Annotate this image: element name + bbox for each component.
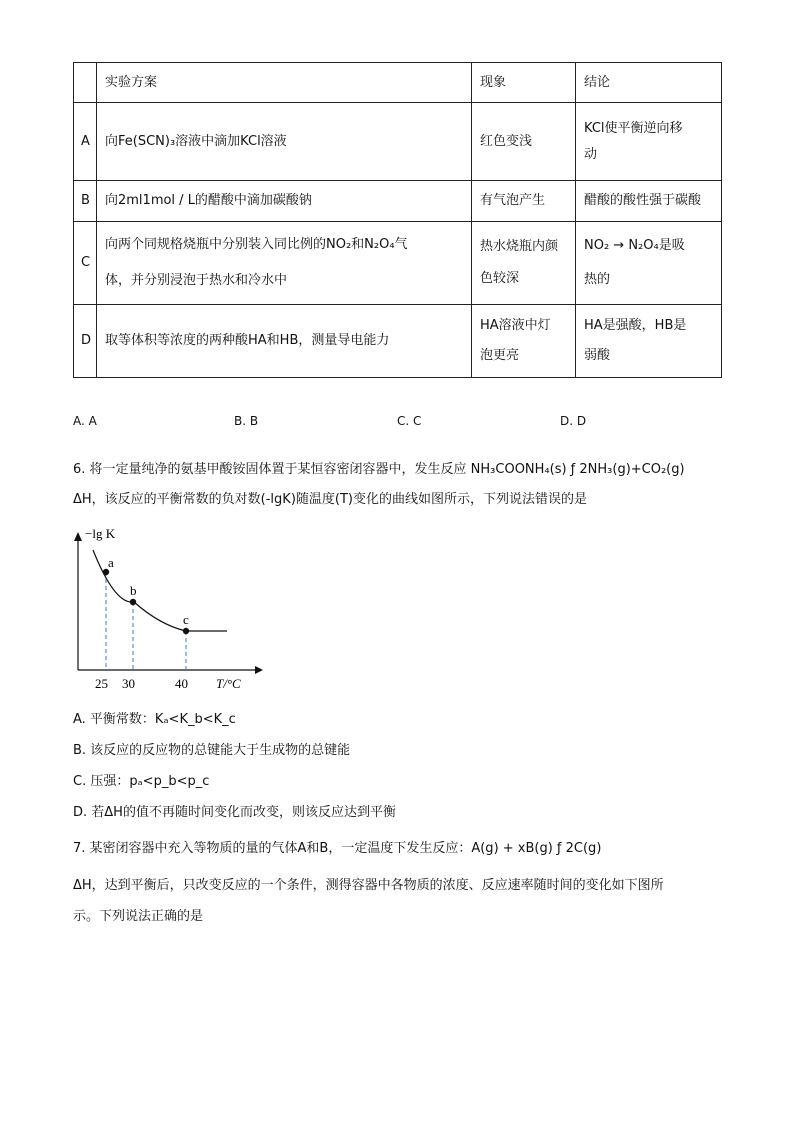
cell-line: 色较深: [480, 271, 520, 286]
q6-option-c: C. 压强：pₐ<p_b<p_c: [73, 774, 210, 789]
conclusion-cell: [576, 181, 722, 222]
cell-line: 向2ml1mol / L的醋酸中滴加碳酸钠: [105, 193, 312, 208]
y-axis-label: −lg K: [85, 526, 116, 541]
point-c: [183, 628, 189, 634]
cell-line: 动: [584, 146, 598, 162]
header-cell: 结论: [576, 63, 722, 103]
phenomenon-cell: [472, 305, 576, 378]
y-axis-arrow-icon: [74, 532, 82, 541]
table-row: [74, 103, 722, 181]
cell-line: 热的: [584, 272, 611, 287]
q5-option-a: A. A: [73, 414, 97, 428]
table-row: [74, 181, 722, 222]
q7-stem-line1: 7. 某密闭容器中充入等物质的量的气体A和B，一定温度下发生反应：A(g) + xB(g) ƒ 2C(g): [73, 841, 602, 856]
cell-line: 向两个同规格烧瓶中分别装入同比例的NO₂和N₂O₄气: [105, 237, 408, 252]
x-axis-label: T/°C: [216, 676, 241, 691]
x-tick-40: 40: [175, 676, 188, 691]
cell-line: 取等体积等浓度的两种酸HA和HB，测量导电能力: [105, 333, 390, 348]
conclusion-cell: [576, 222, 722, 305]
q6-option-a: A. 平衡常数：Kₐ<K_b<K_c: [73, 712, 236, 727]
x-tick-25: 25: [95, 676, 108, 691]
q7-stem-line3: 示。下列说法正确的是: [73, 909, 204, 924]
plan-cell: [97, 305, 472, 378]
cell-line: 体，并分别浸泡于热水和冷水中: [105, 273, 288, 288]
q6-stem-line1: 6. 将一定量纯净的氨基甲酸铵固体置于某恒容密闭容器中，发生反应 NH₃COONH₄(s) ƒ 2NH₃(g)+CO₂(g): [73, 462, 685, 477]
table-row: [74, 305, 722, 378]
cell-line: 弱酸: [584, 348, 611, 363]
cell-line: 红色变浅: [480, 133, 533, 149]
q5-option-d: D. D: [560, 414, 587, 428]
conclusion-cell: [576, 305, 722, 378]
header-cell: [74, 63, 97, 103]
phenomenon-cell: [472, 181, 576, 222]
point-label-c: c: [183, 612, 189, 627]
row-label: C: [74, 222, 97, 305]
q7-stem-line2: ΔH，达到平衡后，只改变反应的一个条件，测得容器中各物质的浓度、反应速率随时间的变化如下图所: [73, 878, 664, 893]
plan-cell: [97, 181, 472, 222]
lgk-temperature-graph: [60, 520, 270, 695]
point-b: [130, 599, 136, 605]
phenomenon-cell: [472, 103, 576, 181]
plan-cell: [97, 222, 472, 305]
q6-option-d: D. 若ΔH的值不再随时间变化而改变，则该反应达到平衡: [73, 805, 396, 820]
row-label: A: [74, 103, 97, 181]
cell-line: 向Fe(SCN)₃溶液中滴加KCl溶液: [105, 133, 287, 149]
x-axis-arrow-icon: [255, 666, 263, 674]
q5-option-c: C. C: [397, 414, 422, 428]
cell-line: HA是强酸，HB是: [584, 318, 687, 333]
header-cell: 实验方案: [97, 63, 472, 103]
q5-option-b: B. B: [234, 414, 259, 428]
q6-option-b: B. 该反应的反应物的总键能大于生成物的总键能: [73, 743, 351, 758]
cell-line: 热水烧瓶内颜: [480, 239, 559, 254]
cell-line: HA溶液中灯: [480, 318, 551, 333]
header-cell: 现象: [472, 63, 576, 103]
table-row: [74, 222, 722, 305]
point-label-a: a: [108, 555, 114, 570]
phenomenon-cell: [472, 222, 576, 305]
experiment-table: [73, 62, 722, 378]
x-tick-30: 30: [122, 676, 135, 691]
cell-line: NO₂ → N₂O₄是吸: [584, 238, 685, 253]
cell-line: 有气泡产生: [480, 193, 546, 208]
conclusion-cell: [576, 103, 722, 181]
row-label: B: [74, 181, 97, 222]
table-header-row: [74, 63, 722, 103]
q6-stem-line2: ΔH，该反应的平衡常数的负对数(-lgK)随温度(T)变化的曲线如图所示，下列说法错误的是: [73, 492, 587, 507]
cell-line: 醋酸的酸性强于碳酸: [584, 193, 702, 208]
row-label: D: [74, 305, 97, 378]
point-label-b: b: [130, 583, 137, 598]
plan-cell: [97, 103, 472, 181]
cell-line: 泡更亮: [480, 348, 520, 363]
cell-line: KCl使平衡逆向移: [584, 120, 683, 136]
